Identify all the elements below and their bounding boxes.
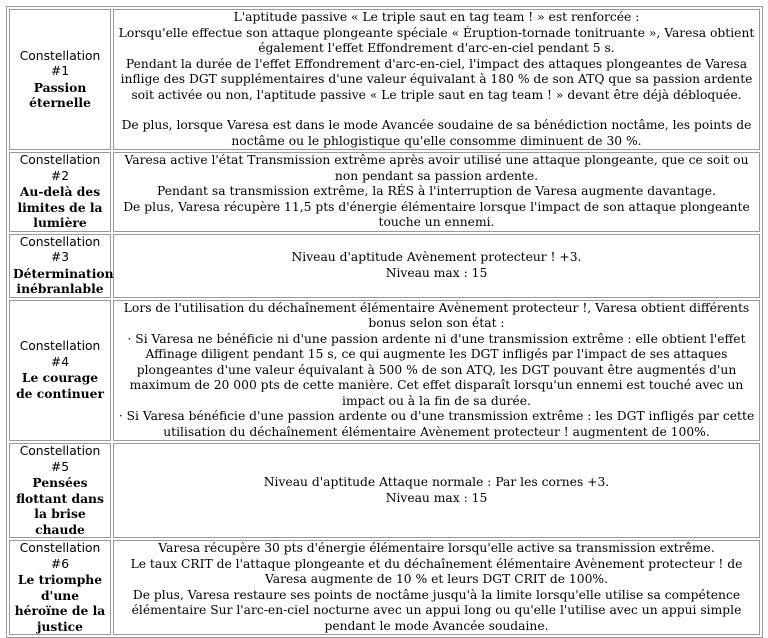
table-row	[9, 300, 760, 442]
description-paragraph: Pendant sa transmission extrême, la RÉS à l'interruption de Varesa augmente davantage.	[157, 184, 716, 198]
table-row	[9, 152, 760, 232]
description-paragraph: Lorsqu'elle effectue son attaque plongeante spéciale « Éruption-tornade tonitruante », Varesa obtient également l'effet Effondrement d'arc-en-ciel pendant 5 s.	[118, 25, 755, 55]
constellation-title: Détermination inébranlable	[13, 265, 114, 296]
constellation-label: Constellation #1	[19, 48, 101, 78]
description-paragraph: Niveau d'aptitude Attaque normale : Par les cornes +3.	[263, 475, 610, 489]
constellation-title: Le triomphe d'une héroïne de la justice	[14, 572, 106, 634]
description-paragraph: · Si Varesa ne bénéficie ni d'une passion ardente ni d'une transmission extrême : elle obtient l'effet Affinage diligent pendant 15 s, ce qui augmente les DGT infligés par l'impact de ses attaques plongeantes d'une valeur équivalant à 500 % de son ATQ, les DGT pouvant être augmentés d'un maximum de 20 000 pts de cette manière. Cet effet disparaît lorsqu'un ennemi est touché avec un impact ou à la fin de sa durée.	[127, 331, 746, 408]
description-paragraph: Le taux CRIT de l'attaque plongeante et du déchaînement élémentaire Avènement protecteur ! de Varesa augmente de 10 % et leurs DGT CRIT de 100%.	[130, 556, 743, 586]
table-row	[9, 234, 760, 298]
constellation-description	[113, 9, 760, 150]
constellation-description	[113, 152, 760, 232]
description-paragraph: De plus, Varesa récupère 11,5 pts d'énergie élémentaire lorsque l'impact de son attaque plongeante touche un ennemi.	[123, 199, 750, 229]
constellation-header	[9, 443, 111, 538]
description-paragraph: Varesa active l'état Transmission extrême après avoir utilisé une attaque plongeante, que ce soit ou non pendant sa passion ardente.	[124, 153, 749, 183]
description-paragraph: De plus, lorsque Varesa est dans le mode Avancée soudaine de sa bénédiction noctâme, les points de noctâme ou le phlogistique qu'elle consomme diminuent de 30 %.	[121, 118, 752, 148]
description-paragraph: Lors de l'utilisation du déchaînement élémentaire Avènement protecteur !, Varesa obtient différents bonus selon son état :	[123, 300, 750, 330]
constellation-title: Pensées flottant dans la brise chaude	[16, 475, 104, 537]
constellation-header	[9, 540, 111, 635]
constellation-label: Constellation #4	[19, 339, 101, 369]
description-paragraph: Niveau max : 15	[385, 490, 488, 505]
constellation-label: Constellation #3	[19, 234, 101, 264]
constellation-title: Au-delà des limites de la lumière	[17, 184, 103, 230]
constellation-label: Constellation #2	[19, 153, 101, 183]
constellation-description	[113, 443, 760, 538]
constellation-header	[9, 234, 114, 298]
constellation-description	[113, 300, 760, 442]
constellations-table	[6, 6, 763, 638]
constellation-description	[113, 234, 760, 298]
constellation-label: Constellation #6	[19, 541, 101, 571]
constellation-title: Le courage de continuer	[16, 370, 104, 401]
description-paragraph: Varesa récupère 30 pts d'énergie élémentaire lorsqu'elle active sa transmission extrême.	[158, 541, 715, 555]
table-row	[9, 9, 760, 150]
constellation-label: Constellation #5	[19, 444, 101, 474]
table-row	[9, 443, 760, 538]
constellation-header	[9, 152, 111, 232]
constellation-description	[113, 540, 760, 635]
constellation-title: Passion éternelle	[29, 79, 91, 110]
description-paragraph: Niveau d'aptitude Avènement protecteur ! +3.	[291, 250, 582, 264]
description-paragraph: Pendant la durée de l'effet Effondrement d'arc-en-ciel, l'impact des attaques plongeantes de Varesa inflige des DGT supplémentaires d'une valeur équivalant à 180 % de son ATQ que sa passion ardente soit activée ou non, l'aptitude passive « Le triple saut en tag team ! » devant être déjà débloquée.	[120, 56, 753, 102]
description-paragraph: Niveau max : 15	[385, 265, 488, 280]
table-row	[9, 540, 760, 635]
constellation-header	[9, 9, 111, 150]
description-paragraph: · Si Varesa bénéficie d'une passion ardente ou d'une transmission extrême : les DGT infligés par cette utilisation du déchaînement élémentaire Avènement protecteur ! augmentent de 100%.	[118, 409, 755, 439]
description-paragraph: L'aptitude passive « Le triple saut en tag team ! » est renforcée :	[233, 10, 640, 24]
constellation-header	[9, 300, 111, 442]
description-paragraph: De plus, Varesa restaure ses points de noctâme jusqu'à la limite lorsqu'elle utilise sa compétence élémentaire Sur l'arc-en-ciel nocturne avec un appui long ou qu'elle l'utilise avec un appui simple pendant le mode Avancée soudaine.	[131, 587, 742, 633]
